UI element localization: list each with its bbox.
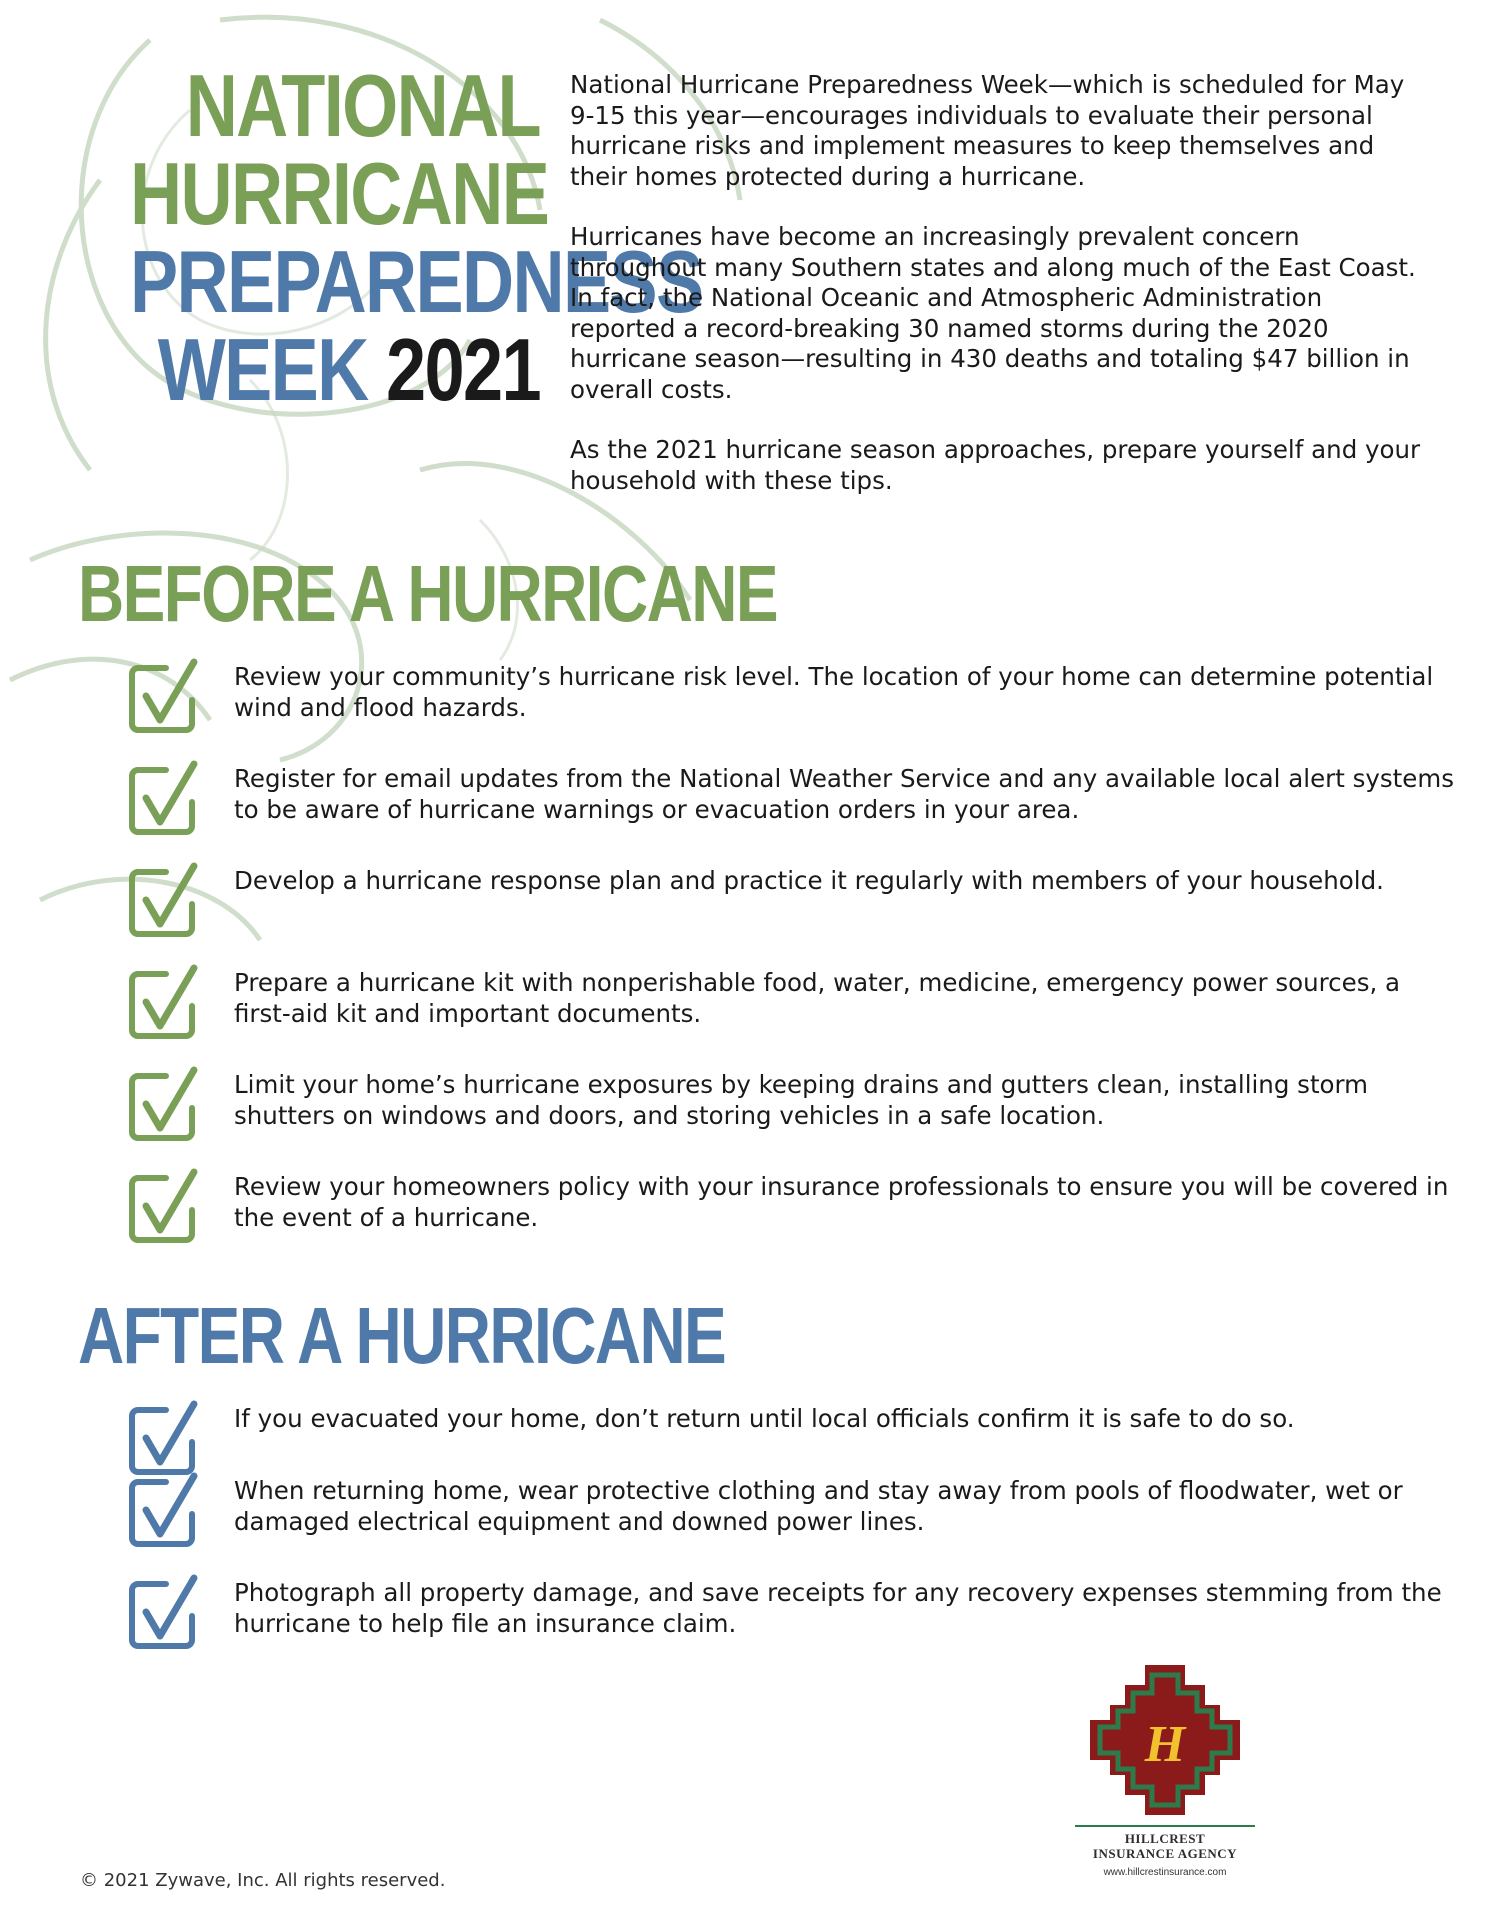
green-checkbox-icon: [128, 1064, 200, 1142]
list-item: [128, 1404, 1458, 1484]
list-item: [128, 662, 1458, 742]
green-checkbox-icon: [128, 656, 200, 734]
list-item: [128, 764, 1458, 844]
before-heading: BEFORE A HURRICANE: [78, 549, 777, 638]
blue-checkbox-icon: [128, 1470, 200, 1548]
checklist-text: Prepare a hurricane kit with nonperishable food, water, medicine, emergency power sources, a first-aid kit and important documents.: [234, 968, 1401, 1028]
checklist-text: Photograph all property damage, and save receipts for any recovery expenses stemming from the hurricane to help file an insurance claim.: [234, 1578, 1442, 1638]
blue-checkbox-icon: [128, 1398, 200, 1476]
checklist-text: If you evacuated your home, don’t return until local officials confirm it is safe to do so.: [234, 1404, 1295, 1433]
logo-letter: H: [1144, 1716, 1186, 1773]
checklist-text: Limit your home’s hurricane exposures by keeping drains and gutters clean, installing storm shutters on windows and doors, and storing vehicles in a safe location.: [234, 1070, 1369, 1130]
checklist-text: Register for email updates from the National Weather Service and any available local alert systems to be aware of hurricane warnings or evacuation orders in your area.: [234, 764, 1454, 824]
green-checkbox-icon: [128, 962, 200, 1040]
title-line-preparedness: PREPAREDNESS: [130, 232, 703, 331]
page-title: [40, 56, 703, 419]
title-line-week-year: [130, 320, 540, 419]
intro-paragraph: Hurricanes have become an increasingly prevalent concern throughout many Southern states and along much of the East Coast. In fact, the National Oceanic and Atmospheric Administration reported a record-breaking 30 named storms during the 2020 hurricane season—resulting in 430 deaths and totaling $47 billion in overall costs.: [570, 222, 1416, 404]
intro-text: [570, 70, 1430, 526]
after-heading: AFTER A HURRICANE: [78, 1291, 726, 1380]
list-item: [128, 1172, 1458, 1252]
checklist-text: When returning home, wear protective clothing and stay away from pools of floodwater, wet or damaged electrical equipment and downed power lines.: [234, 1476, 1403, 1536]
green-checkbox-icon: [128, 860, 200, 938]
list-item: [128, 866, 1458, 946]
logo-name-line2: INSURANCE AGENCY: [1092, 1846, 1238, 1861]
intro-paragraph: As the 2021 hurricane season approaches, prepare yourself and your household with these tips.: [570, 435, 1421, 495]
list-item: [128, 1578, 1458, 1658]
checklist-text: Review your community’s hurricane risk level. The location of your home can determine potential wind and flood hazards.: [234, 662, 1434, 722]
logo-name: [1075, 1825, 1255, 1861]
checklist-text: Develop a hurricane response plan and practice it regularly with members of your household.: [234, 866, 1384, 895]
list-item: [128, 968, 1458, 1048]
list-item: [128, 1476, 1458, 1556]
intro-paragraph: National Hurricane Preparedness Week—which is scheduled for May 9-15 this year—encourages individuals to evaluate their personal hurricane risks and implement measures to keep themselves and their homes protected during a hurricane.: [570, 70, 1405, 191]
title-line-hurricane: HURRICANE: [130, 144, 549, 243]
copyright-notice: © 2021 Zywave, Inc. All rights reserved.: [80, 1870, 446, 1891]
blue-checkbox-icon: [128, 1572, 200, 1650]
title-line-national: NATIONAL: [185, 56, 541, 155]
logo-url: www.hillcrestinsurance.com: [1103, 1867, 1227, 1878]
hillcrest-logo: [1075, 1665, 1255, 1878]
logo-name-line1: HILLCREST: [1124, 1831, 1206, 1846]
title-week: WEEK: [157, 320, 368, 419]
checklist-text: Review your homeowners policy with your insurance professionals to ensure you will be covered in the event of a hurricane.: [234, 1172, 1449, 1232]
green-checkbox-icon: [128, 758, 200, 836]
list-item: [128, 1070, 1458, 1150]
hillcrest-cross-icon: [1090, 1665, 1240, 1815]
green-checkbox-icon: [128, 1166, 200, 1244]
title-year: 2021: [386, 320, 540, 419]
